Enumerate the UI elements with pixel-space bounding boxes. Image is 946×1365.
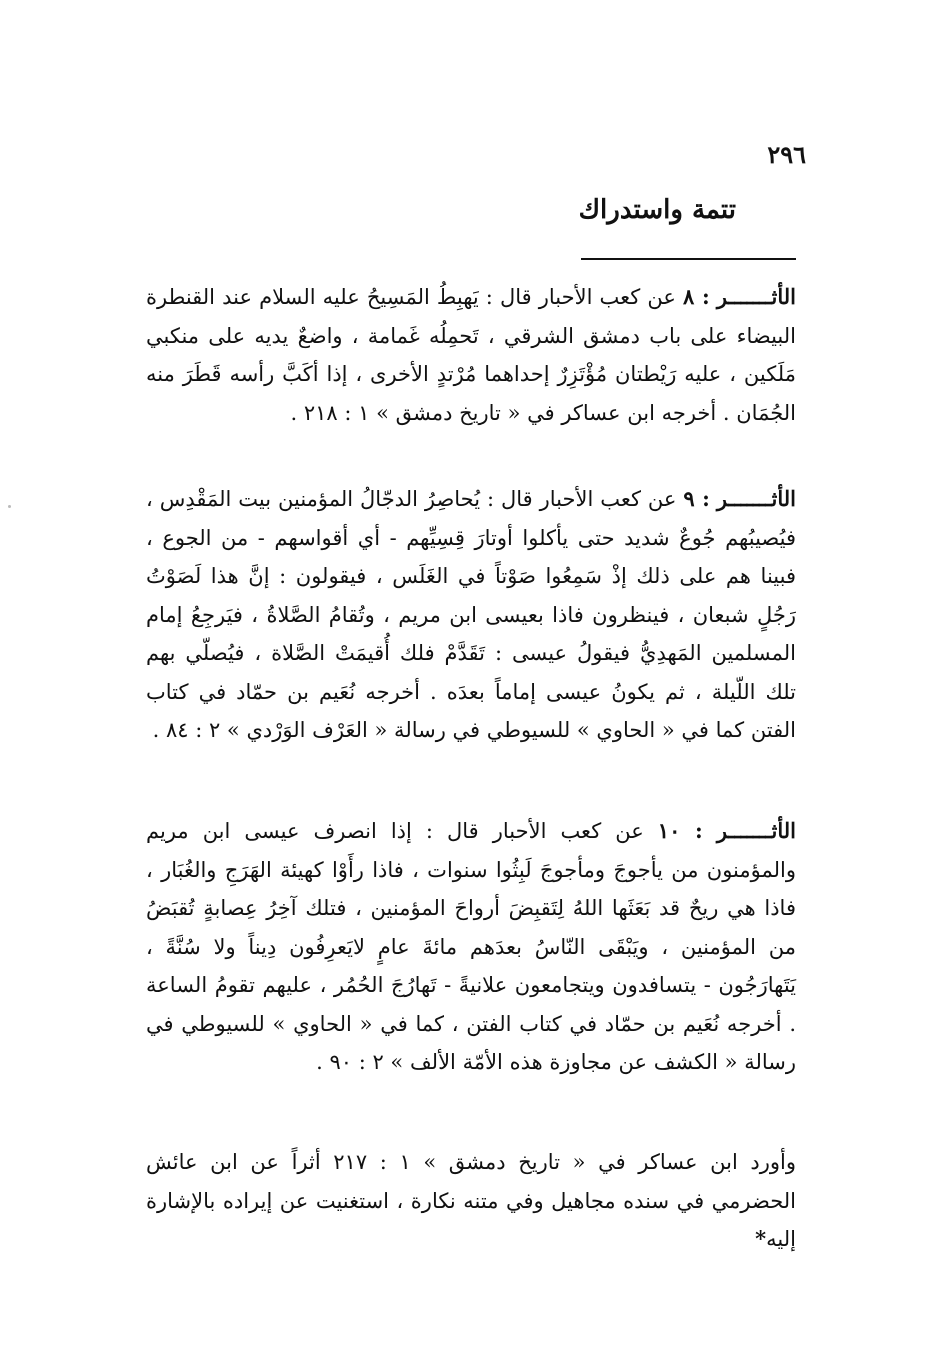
athar-entry-8 (146, 278, 796, 432)
margin-speck (8, 505, 11, 508)
title-underline (581, 258, 796, 260)
athar-entry-9 (146, 480, 796, 750)
athar-entry-10 (146, 812, 796, 1082)
athar-label: الأثـــــــر (716, 486, 796, 511)
closing-note-text: وأورد ابن عساكر في « تاريخ دمشق » ١ : ٢١٧ أثراً عن ابن عائش الحضرمي في سنده مجاهيل وفي متنه نكارة ، استغنيت عن إيراده بالإشارة إليه (146, 1150, 797, 1251)
page-number: ٢٩٦ (767, 140, 806, 169)
athar-text: عن كعب الأحبار قال : إذا انصرف عيسى ابن مريم والمؤمنون من يأجوجَ ومأجوجَ لَبِثُوا سنوات ، فاذا رأَوْا كهيئة الهَرَجِ والغُبَار ، فاذا هي ريحٌ قد بَعَثَها اللهُ لِتَقبِضَ أرواحَ المؤمنين ، فتلك آخِرُ عِصابةٍ تُقبَضُ من المؤمنين ، ويَبْقَى النّاسُ بعدَهم مائةَ عامٍ لايَعرِفُون دِيناً ولا سُنَّةً ، يَتَهارَجُون - يتسافدون ويتجامعون علانيةً - تَهارُجَ الحُمُر ، عليهم تقومُ الساعة . أخرجه نُعَيم بن حمّاد في كتاب الفتن ، كما في « الحاوي » للسيوطي في رسالة « الكشف عن مجاوزة هذه الأمّة الألف » ٢ : ٩٠ . (146, 819, 796, 1074)
closing-note (146, 1143, 796, 1259)
section-title: تتمة واستدراك (578, 195, 736, 225)
end-mark: * (755, 1226, 767, 1251)
athar-text: عن كعب الأحبار قال : يُحاصِرُ الدجّالُ المؤمنين بيت المَقْدِس ، فيُصيبُهم جُوعٌ شديد حتى يأكلوا أوتارَ قِسِيِّهم - أي أقواسهم - من الجوع ، فبينا هم على ذلك إذْ سَمِعُوا صَوْتاً في الغَلَس ، فيقولون : إنَّ هذا لَصَوْتُ رَجُلٍ شبعان ، فينظرون فاذا بعيسى ابن مريم ، وتُقامُ الصَّلاةُ ، فيَرجِعُ إمام المسلمين المَهدِيُّ فيقولُ عيسى : تَقَدَّمْ فلك أُقيمَتْ الصَّلاة ، فيُصلّي بهم تلك اللّيلة ، ثم يكونُ عيسى إماماً بعدَه . أخرجه نُعَيم بن حمّاد في كتاب الفتن كما في « الحاوي » للسيوطي في رسالة « العَرْف الوَرْدي » ٢ : ٨٤ . (146, 487, 796, 742)
athar-number: : ٩ (683, 486, 710, 511)
athar-number: : ١٠ (657, 818, 703, 843)
athar-number: : ٨ (682, 284, 710, 309)
athar-text: عن كعب الأحبار قال : يَهبِطُ المَسِيحُ عليه السلام عند القنطرة البيضاء على باب دمشق الشرقي ، تَحمِلُه غَمامة ، واضعٌ يديه على منكبي مَلَكين ، عليه رَيْطتان مُؤْتَزِرٌ إحداهما مُرْتدٍ الأخرى ، إذا أكَبَّ رأسه قَطَرَ منه الجُمَان . أخرجه ابن عساكر في « تاريخ دمشق » ١ : ٢١٨ . (146, 285, 796, 425)
athar-label: الأثـــــــر (716, 818, 796, 843)
athar-label: الأثـــــــر (716, 284, 796, 309)
